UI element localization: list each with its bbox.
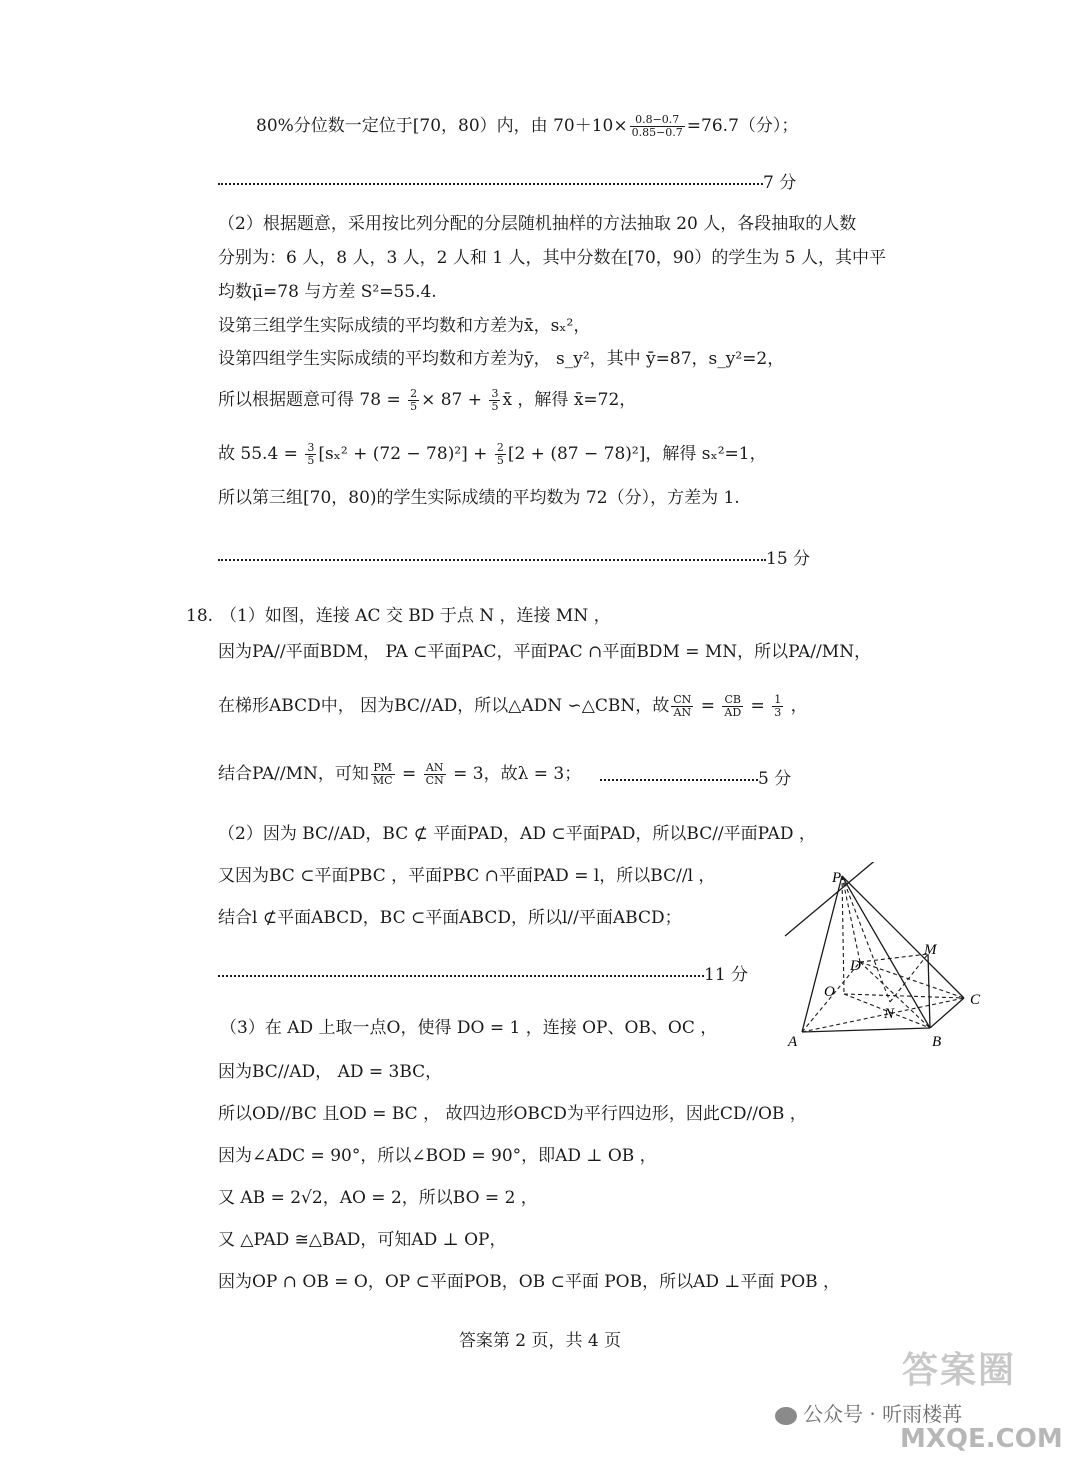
score-7: 7 分 — [763, 173, 797, 193]
segment-MN — [890, 954, 928, 1002]
label-D: D — [850, 958, 861, 974]
part2-conclusion: 所以第三组[70，80)的学生实际成绩的平均数为 72（分），方差为 1. — [218, 488, 740, 508]
question-number-18: 18. — [186, 606, 214, 626]
part2-line-2: 分别为：6 人，8 人，3 人，2 人和 1 人，其中分数在[70，90）的学生为 5 人，其中平 — [218, 248, 887, 268]
q18-part2-line-1: （2）因为 BC//AD，BC ⊄ 平面PAD，AD ⊂平面PAD，所以BC//平面PAD ， — [218, 824, 816, 844]
edge-AB — [802, 1028, 930, 1032]
q18-part3-line-3: 所以OD//BC 且OD = BC ， 故四边形OBCD为平行四边形，因此CD//OB ， — [218, 1104, 807, 1124]
q18-part3-line-5: 又 AB = 2√2，AO = 2，所以BO = 2 ， — [218, 1188, 538, 1208]
label-O: O — [824, 984, 835, 1000]
part2-line-3: 均数μ̄=78 与方差 S²=55.4. — [218, 282, 437, 302]
q18-part1-line-4: 结合PA//MN，可知 $\frac{PM}{MC}$ = $\frac{AN}{CN}$ = 3，故λ = 3； — [218, 761, 582, 787]
score-15: 15 分 — [766, 549, 811, 569]
q18-part3-line-4: 因为∠ADC = 90°，所以∠BOD = 90°，即AD ⊥ OB ， — [218, 1146, 657, 1166]
score-11: 11 分 — [704, 965, 749, 985]
score-line-15 — [218, 544, 818, 569]
segment-MB — [928, 954, 930, 1028]
q18-part2-line-2: 又因为BC ⊂平面PBC ，平面PBC ∩平面PAD = l，所以BC//l ， — [218, 866, 716, 886]
part2-line-5: 设第四组学生实际成绩的平均数和方差为ȳ， s_y²，其中 ȳ=87，s_y²=2， — [218, 349, 785, 369]
page-footer: 答案第 2 页，共 4 页 — [458, 1331, 622, 1351]
pyramid-figure — [780, 862, 990, 1056]
score-line-5 — [600, 764, 800, 789]
part2-line-4: 设第三组学生实际成绩的平均数和方差为x̄，sₓ²， — [218, 316, 591, 336]
q18-part1-line-3: 在梯形ABCD中， 因为BC//AD，所以△ADN ∽△CBN，故 $\frac{CN}{AN}$ = $\frac{CB}{AD}$ = $\frac{1}{3}$ ， — [218, 693, 808, 719]
edge-BC — [930, 998, 964, 1028]
label-C: C — [970, 992, 981, 1008]
score-line-11 — [218, 960, 758, 985]
percentile-result: =76.7（分）； — [686, 116, 799, 136]
score-line-7 — [218, 168, 808, 193]
percentile-fraction: $\frac{0.8-0.7}{0.85-0.7}$ — [631, 113, 683, 139]
score-5: 5 分 — [758, 769, 792, 789]
label-P: P — [832, 870, 842, 886]
q18-part3-line-7: 因为OP ∩ OB = O，OP ⊂平面POB，OB ⊂平面 POB，所以AD ⊥平面 POB ， — [218, 1272, 841, 1292]
q18-part2-line-3: 结合l ⊄平面ABCD，BC ⊂平面ABCD，所以l//平面ABCD； — [218, 908, 682, 928]
percentile-text: 80%分位数一定位于[70，80）内，由 70＋10× — [256, 116, 628, 136]
site-watermark: MXQE.COM — [900, 1424, 1063, 1454]
label-M: M — [924, 942, 937, 958]
watermark-logo: 答案圈 — [902, 1350, 1017, 1391]
edge-PC — [842, 876, 964, 998]
segment-OC — [844, 994, 964, 998]
edge-DC — [860, 962, 964, 998]
part2-line-1: （2）根据题意，采用按比列分配的分层随机抽样的方法抽取 20 人，各段抽取的人数 — [218, 214, 857, 234]
q18-part3-line-2: 因为BC//AD， AD = 3BC， — [218, 1062, 443, 1082]
segment-DM — [860, 954, 928, 962]
edge-PD — [842, 876, 860, 962]
equation-mean: 所以根据题意可得 78 = $\frac{2}{5}$ × 87 + $\frac{3}{5}$ x̄ ，解得 x̄=72， — [218, 387, 637, 413]
label-B: B — [932, 1034, 942, 1050]
wechat-icon — [775, 1407, 797, 1425]
percentile-line — [256, 114, 798, 139]
label-N: N — [884, 1006, 895, 1022]
edge-PO — [842, 876, 844, 994]
q18-part3-line-1: （3）在 AD 上取一点O，使得 DO = 1 ，连接 OP、OB、OC ， — [220, 1018, 718, 1038]
wechat-watermark: 公众号 · 听雨楼苒 — [775, 1398, 962, 1427]
label-A: A — [788, 1034, 798, 1050]
equation-variance: 故 55.4 = $\frac{3}{5}$ [sₓ² + (72 − 78)²] + $\frac{2}{5}$ [2 + (87 − 78)²]，解得 sₓ²=1， — [218, 441, 767, 467]
q18-part1-line-2: 因为PA//平面BDM， PA ⊂平面PAC，平面PAC ∩平面BDM = MN，所以PA//MN， — [218, 642, 872, 662]
q18-part3-line-6: 又 △PAD ≅△BAD，可知AD ⊥ OP， — [218, 1230, 507, 1250]
q18-part1-line-1: （1）如图，连接 AC 交 BD 于点 N ，连接 MN ， — [220, 606, 611, 626]
